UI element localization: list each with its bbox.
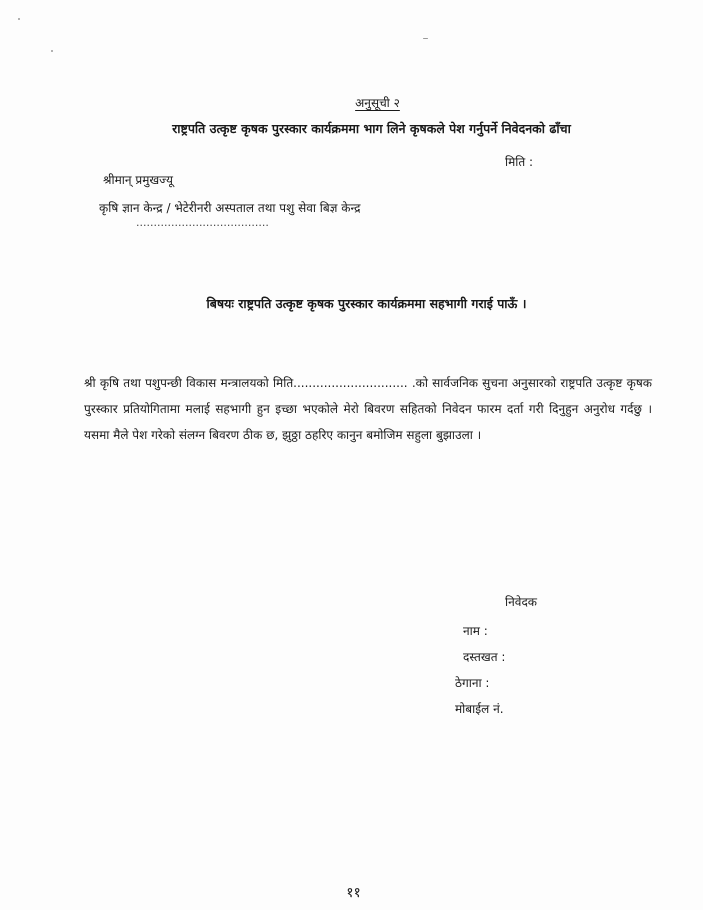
annex-heading xyxy=(0,94,703,111)
office-location-blank: ...................................... xyxy=(136,216,269,229)
subject-line: बिषयः राष्ट्रपति उत्कृष्ट कृषक पुरस्कार कार्यक्रममा सहभागी गराई पाऊँ । xyxy=(206,296,527,311)
mobile-label: मोबाईल नं. xyxy=(455,702,504,716)
signature-label: दस्तखत : xyxy=(463,650,506,664)
annex-label: अनुसूची २ xyxy=(355,96,400,110)
addressee: श्रीमान् प्रमुखज्यू xyxy=(103,173,174,187)
scan-speck xyxy=(18,18,20,20)
scan-speck xyxy=(423,38,428,39)
date-label: मिति : xyxy=(505,155,534,169)
scan-speck xyxy=(51,50,53,52)
address-label: ठेगाना : xyxy=(455,676,490,690)
name-label: नाम : xyxy=(463,624,488,638)
office-name: कृषि ज्ञान केन्द्र / भेटेरीनरी अस्पताल तथा पशु सेवा बिज्ञ केन्द्र xyxy=(99,201,361,215)
document-title: राष्ट्रपति उत्कृष्ट कृषक पुरस्कार कार्यक्रममा भाग लिने कृषकले पेश गर्नुपर्ने निवेदनको ढाँचा xyxy=(172,121,571,136)
page-number: ११ xyxy=(346,885,361,901)
applicant-heading: निवेदक xyxy=(505,595,538,609)
signature-block xyxy=(455,592,537,722)
application-body: श्री कृषि तथा पशुपन्छी विकास मन्त्रालयको मिति.............................. .को सार्वजनिक सुचना अनुसारको राष्ट्रपति उत्कृष्ट कृषक पुरस्कार प्रतियोगितामा मलाई सहभागी हुन इच्छा भएकोले मेरो बिवरण सहितको निवेदन फारम दर्ता गरी दिनुहुन अनुरोध गर्दछु । यसमा मैले पेश गरेको संलग्न बिवरण ठीक छ, झुठ्ठा ठहरिए कानुन बमोजिम सहुला बुझाउला । xyxy=(84,376,652,442)
